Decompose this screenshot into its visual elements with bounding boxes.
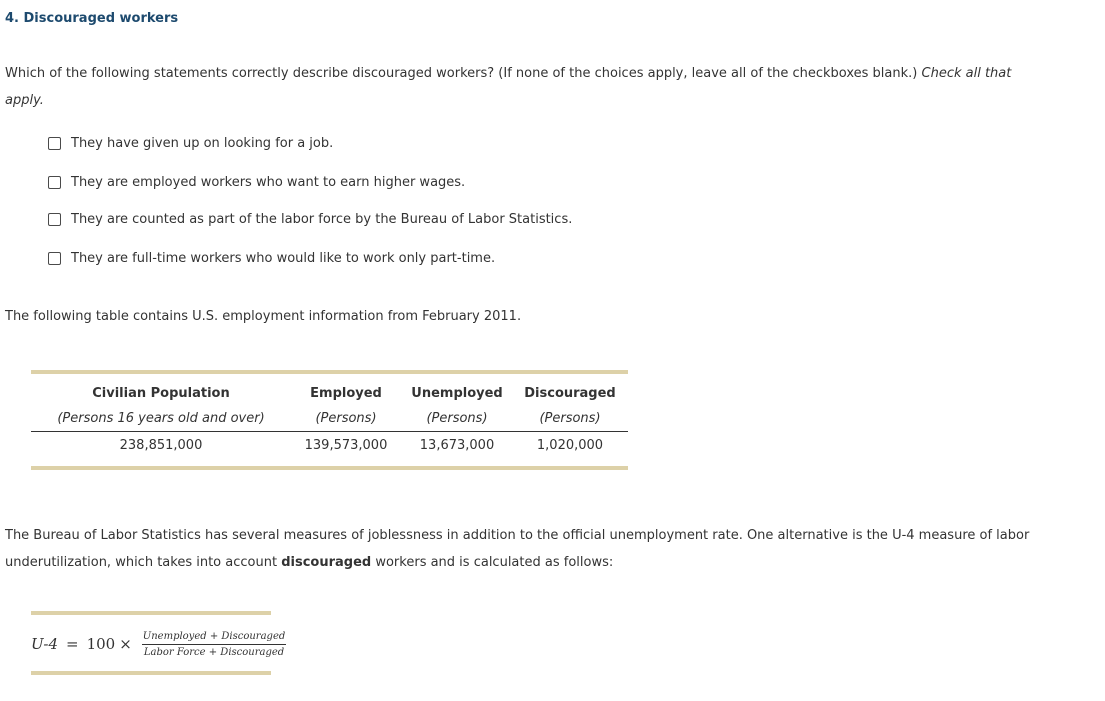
formula-top-rule bbox=[31, 611, 271, 615]
table-intro: The following table contains U.S. employment information from February 2011. bbox=[5, 309, 522, 324]
formula-equals: = bbox=[66, 635, 79, 653]
checkbox[interactable] bbox=[48, 252, 61, 265]
paragraph-bold: discouraged bbox=[281, 555, 372, 570]
formula-denominator: Labor Force + Discouraged bbox=[143, 646, 285, 658]
choice-label[interactable]: They are counted as part of the labor force by the Bureau of Labor Statistics. bbox=[71, 211, 573, 227]
choice-label[interactable]: They are full-time workers who would like to work only part-time. bbox=[71, 250, 496, 266]
header-civilian-population: Civilian Population bbox=[92, 386, 230, 401]
choice-label[interactable]: They have given up on looking for a job. bbox=[71, 135, 334, 151]
choice-3[interactable] bbox=[48, 210, 572, 228]
choice-1[interactable] bbox=[48, 134, 333, 152]
unit-unemployed: (Persons) bbox=[426, 411, 488, 426]
checkbox[interactable] bbox=[48, 137, 61, 150]
unit-discouraged: (Persons) bbox=[539, 411, 601, 426]
checkbox[interactable] bbox=[48, 176, 61, 189]
value-civilian-population: 238,851,000 bbox=[119, 438, 203, 453]
table-header-divider bbox=[31, 431, 628, 432]
table-bottom-rule bbox=[31, 466, 628, 470]
table-row bbox=[31, 436, 628, 456]
formula-lhs: U-4 bbox=[31, 635, 58, 653]
formula-times: × bbox=[119, 635, 132, 653]
value-unemployed: 13,673,000 bbox=[419, 438, 495, 453]
table-header-row bbox=[31, 384, 628, 404]
paragraph-text-end: workers and is calculated as follows: bbox=[371, 555, 614, 570]
u4-explanation bbox=[5, 522, 1045, 576]
header-unemployed: Unemployed bbox=[411, 386, 503, 401]
question-title: 4. Discouraged workers bbox=[5, 11, 179, 26]
header-employed: Employed bbox=[310, 386, 382, 401]
value-employed: 139,573,000 bbox=[304, 438, 388, 453]
checkbox[interactable] bbox=[48, 213, 61, 226]
formula-numerator: Unemployed + Discouraged bbox=[142, 630, 286, 645]
formula-fraction bbox=[142, 630, 286, 659]
choice-label[interactable]: They are employed workers who want to earn higher wages. bbox=[71, 174, 466, 190]
header-discouraged: Discouraged bbox=[524, 386, 616, 401]
choice-2[interactable] bbox=[48, 173, 465, 191]
value-discouraged: 1,020,000 bbox=[536, 438, 604, 453]
u4-formula bbox=[31, 627, 286, 661]
formula-bottom-rule bbox=[31, 671, 271, 675]
unit-employed: (Persons) bbox=[315, 411, 377, 426]
question-prompt bbox=[5, 60, 1035, 114]
prompt-instruction: Check all that apply. bbox=[5, 66, 1012, 108]
table-top-rule bbox=[31, 370, 628, 374]
table-units-row bbox=[31, 409, 628, 429]
formula-coefficient: 100 bbox=[86, 635, 116, 653]
unit-civilian-population: (Persons 16 years old and over) bbox=[57, 411, 265, 426]
paragraph-text: The Bureau of Labor Statistics has several measures of joblessness in addition to the official unemployment rate. One alternative is the U-4 measure of labor underutilization, which takes into account bbox=[5, 528, 1030, 570]
choice-4[interactable] bbox=[48, 249, 495, 267]
prompt-text: Which of the following statements correctly describe discouraged workers? (If none of the choices apply, leave all of the checkboxes blank.) bbox=[5, 66, 918, 81]
